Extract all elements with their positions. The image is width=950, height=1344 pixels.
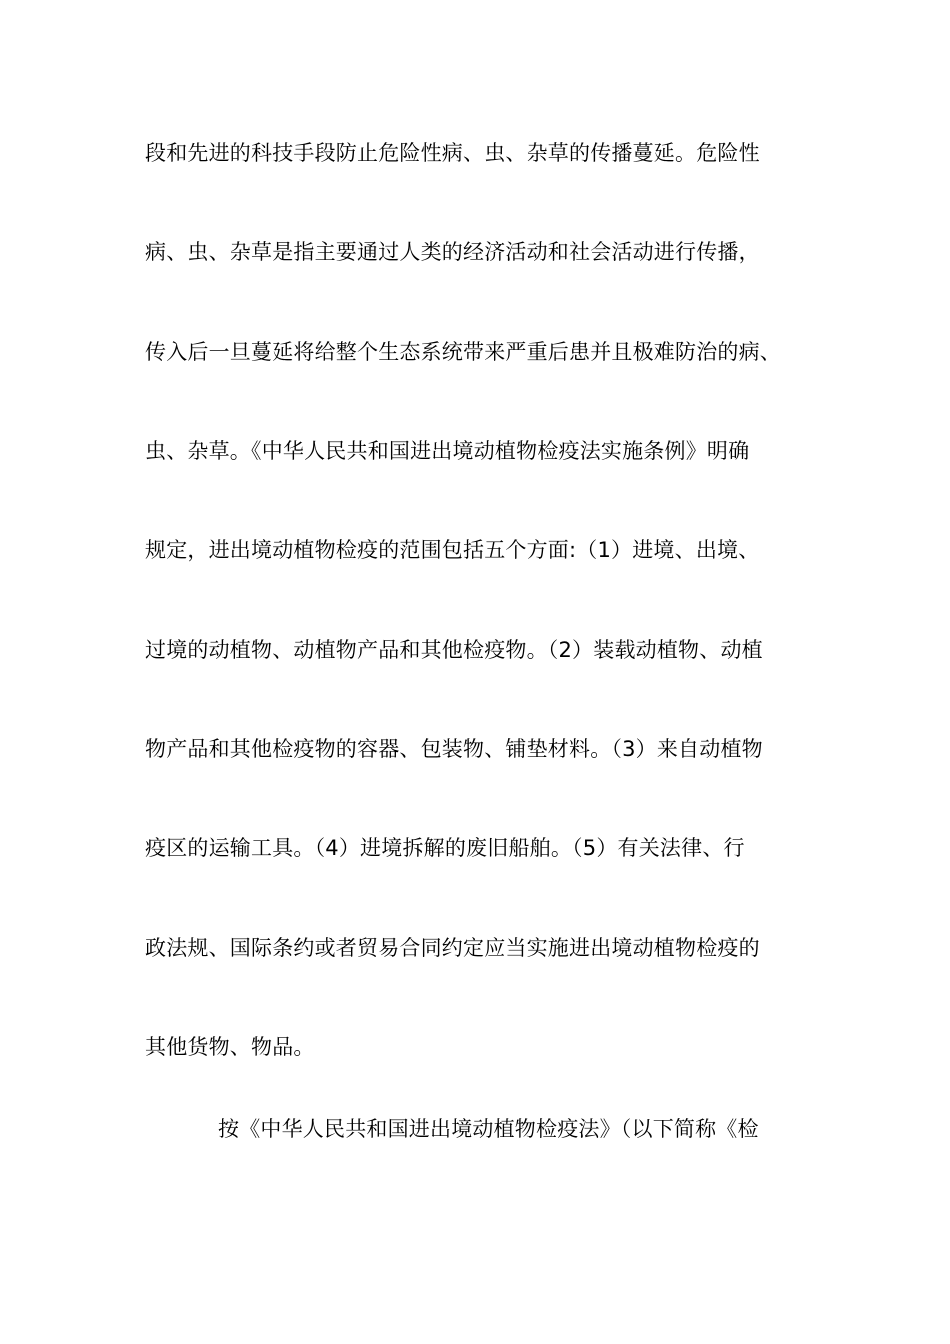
- paragraph-line: 病、虫、杂草是指主要通过人类的经济活动和社会活动进行传播，: [145, 240, 760, 264]
- paragraph-line: 过境的动植物、动植物产品和其他检疫物。（2）装载动植物、动植: [145, 638, 763, 662]
- paragraph-line: 段和先进的科技手段防止危险性病、虫、杂草的传播蔓延。危险性: [145, 141, 760, 165]
- paragraph-line: 物产品和其他检疫物的容器、包装物、铺垫材料。（3）来自动植物: [145, 737, 763, 761]
- paragraph-line: 虫、杂草。《中华人民共和国进出境动植物检疫法实施条例》明确: [145, 439, 750, 463]
- paragraph-first-line: 按《中华人民共和国进出境动植物检疫法》（以下简称《检: [218, 1117, 759, 1141]
- paragraph-line: 规定，进出境动植物检疫的范围包括五个方面:（1）进境、出境、: [145, 538, 760, 562]
- paragraph-line: 传入后一旦蔓延将给整个生态系统带来严重后患并且极难防治的病、: [145, 340, 781, 364]
- paragraph-line: 疫区的运输工具。（4）进境拆解的废旧船舶。（5）有关法律、行: [145, 836, 745, 860]
- paragraph-line: 政法规、国际条约或者贸易合同约定应当实施进出境动植物检疫的: [145, 936, 760, 960]
- paragraph-line: 其他货物、物品。: [145, 1035, 315, 1059]
